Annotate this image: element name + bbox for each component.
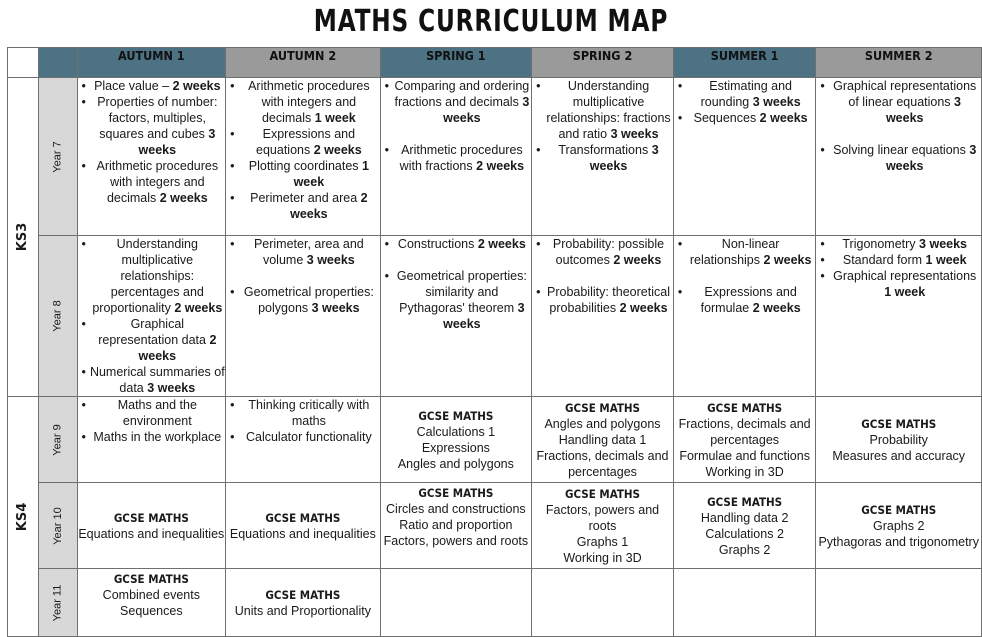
- topic-duration: 3 weeks: [752, 95, 801, 109]
- term-header-summer-2: SUMMER 2: [816, 48, 982, 78]
- gcse-topic: Factors, powers and roots: [545, 502, 660, 533]
- gcse-topic: Measures and accuracy: [832, 448, 966, 463]
- topic-duration: 3 weeks: [138, 127, 216, 157]
- topics-y9-spring-1: [380, 397, 532, 483]
- gcse-heading: GCSE MATHS: [418, 408, 494, 423]
- topics-y9-autumn-2: [226, 397, 380, 483]
- topics-y7-spring-2: [532, 78, 673, 174]
- topic-duration: 3 weeks: [311, 301, 360, 315]
- topics-y10-summer-1: [673, 483, 816, 569]
- topic-duration: 1 week: [884, 285, 926, 299]
- year-label-11: Year 11: [38, 569, 77, 637]
- gcse-topic: Working in 3D: [563, 550, 642, 565]
- topic-duration: 2 weeks: [763, 253, 812, 267]
- gcse-heading: GCSE MATHS: [113, 572, 189, 586]
- topic-item: • Comparing and ordering fractions and decimals 3 weeks: [381, 78, 532, 126]
- topic-duration: 3 weeks: [919, 237, 968, 251]
- header-row: [8, 48, 982, 78]
- year-label-7: Year 7: [38, 78, 77, 236]
- topic-item: • Graphical representations 1 week: [816, 268, 981, 300]
- topic-item: • Thinking critically with maths: [226, 397, 379, 429]
- topic-item: • Perimeter, area and volume 3 weeks: [226, 236, 379, 268]
- topics-y7-summer-2: [816, 78, 981, 174]
- topic-item: • Sequences 2 weeks: [674, 110, 816, 126]
- topic-duration: 2 weeks: [752, 301, 801, 315]
- topics-y11-spring-2: [532, 569, 674, 637]
- gcse-topic: Expressions: [421, 440, 490, 455]
- gcse-heading: GCSE MATHS: [861, 416, 937, 431]
- topic-item: • Non-linear relationships 2 weeks: [674, 236, 816, 268]
- gcse-topic: Combined events: [102, 588, 200, 602]
- topics-y9-summer-2: [816, 397, 982, 483]
- topics-y10-autumn-2: [226, 483, 380, 569]
- topic-duration: 2 weeks: [172, 79, 221, 93]
- year-11-row: [8, 569, 982, 637]
- term-header-autumn-1: AUTUMN 1: [77, 48, 226, 78]
- topic-item: • Arithmetic procedures with integers and decimals 2 weeks: [78, 158, 226, 206]
- year-10-row: [8, 483, 982, 569]
- curriculum-table: [7, 47, 982, 637]
- corner-cell-year: [38, 48, 77, 78]
- key-stage-ks3: KS3: [8, 78, 39, 397]
- topics-y9-spring-2: [532, 397, 674, 483]
- topic-item: • Arithmetic procedures with integers and decimals 1 week: [226, 78, 379, 126]
- topics-y8-spring-2: [532, 236, 673, 316]
- gcse-heading: GCSE MATHS: [265, 510, 341, 525]
- topic-item: • Understanding multiplicative relationships: percentages and proportionality 2 weeks: [78, 236, 226, 316]
- topic-item: • Constructions 2 weeks: [381, 236, 532, 252]
- topic-duration: 2 weeks: [313, 143, 362, 157]
- topic-duration: 3 weeks: [885, 95, 961, 125]
- topics-y7-spring-1: [381, 78, 532, 174]
- topic-duration: 3 weeks: [443, 301, 525, 331]
- gcse-heading: GCSE MATHS: [707, 494, 783, 509]
- year-label-10: Year 10: [38, 483, 77, 569]
- topic-duration: 2 weeks: [477, 237, 526, 251]
- gcse-topic: Equations and inequalities: [229, 526, 376, 541]
- year-7-row: [8, 78, 982, 236]
- topic-item: • Arithmetic procedures with fractions 2 weeks: [381, 142, 532, 174]
- topics-y7-autumn-2: [226, 78, 379, 222]
- topic-item: • Probability: possible outcomes 2 weeks: [532, 236, 673, 268]
- gcse-topic: Angles and polygons: [544, 416, 661, 431]
- topics-y10-autumn-1: [77, 483, 226, 569]
- topics-y9-summer-1: [673, 397, 816, 483]
- topic-duration: 3 weeks: [589, 143, 659, 173]
- topics-y9-autumn-1: [77, 397, 226, 483]
- topic-duration: 1 week: [314, 111, 356, 125]
- topics-y8-autumn-2: [226, 236, 379, 316]
- gcse-heading: GCSE MATHS: [265, 587, 341, 602]
- topic-item: • Expressions and formulae 2 weeks: [674, 284, 816, 316]
- topic-item: • Calculator functionality: [226, 429, 379, 445]
- topic-duration: 2 weeks: [759, 111, 808, 125]
- term-header-spring-1: SPRING 1: [380, 48, 532, 78]
- topics-y11-summer-1: [673, 569, 816, 637]
- page-title: MATHS CURRICULUM MAP: [313, 4, 669, 39]
- topic-item: • Geometrical properties: polygons 3 weeks: [226, 284, 379, 316]
- topic-item: • Perimeter and area 2 weeks: [226, 190, 379, 222]
- gcse-topic: Working in 3D: [705, 464, 784, 479]
- topics-y10-spring-2: [532, 483, 674, 569]
- topics-y10-spring-1: [380, 483, 532, 569]
- topic-duration: 2 weeks: [619, 301, 668, 315]
- topics-y10-summer-2: [816, 483, 982, 569]
- gcse-topic: Pythagoras and trigonometry: [818, 534, 979, 549]
- topics-y11-autumn-1: [77, 569, 226, 637]
- topics-y11-autumn-2: [226, 569, 380, 637]
- topic-duration: 3 weeks: [147, 381, 196, 395]
- gcse-topic: Units and Proportionality: [234, 603, 371, 618]
- topic-item: • Estimating and rounding 3 weeks: [674, 78, 816, 110]
- gcse-heading: GCSE MATHS: [707, 400, 783, 415]
- topic-item: • Understanding multiplicative relationships: fractions and ratio 3 weeks: [532, 78, 673, 142]
- gcse-topic: Factors, powers and roots: [383, 534, 529, 548]
- topic-duration: 2 weeks: [174, 301, 223, 315]
- topics-y11-summer-2: [816, 569, 982, 637]
- topics-y11-spring-1: [380, 569, 532, 637]
- year-label-9: Year 9: [38, 397, 77, 483]
- topic-item: • Probability: theoretical probabilities 2 weeks: [532, 284, 673, 316]
- gcse-topic: Calculations 1: [416, 424, 496, 439]
- topic-duration: 3 weeks: [885, 143, 977, 173]
- topic-item: • Geometrical properties: similarity and Pythagoras' theorem 3 weeks: [381, 268, 532, 332]
- gcse-heading: GCSE MATHS: [565, 486, 640, 501]
- gcse-heading: GCSE MATHS: [418, 486, 494, 500]
- topic-duration: 2 weeks: [613, 253, 662, 267]
- gcse-topic: Ratio and proportion: [399, 518, 513, 532]
- gcse-topic: Calculations 2: [705, 526, 784, 541]
- gcse-topic: Fractions, decimals and percentages: [678, 416, 811, 447]
- term-header-autumn-2: AUTUMN 2: [226, 48, 380, 78]
- gcse-topic: Graphs 2: [718, 542, 771, 557]
- corner-cell: [8, 48, 39, 78]
- topics-y7-summer-1: [674, 78, 816, 126]
- year-9-row: [8, 397, 982, 483]
- topic-item: • Numerical summaries of data 3 weeks: [78, 364, 226, 396]
- gcse-topic: Equations and inequalities: [78, 526, 225, 541]
- topic-item: • Properties of number: factors, multiples, squares and cubes 3 weeks: [78, 94, 226, 158]
- gcse-heading: GCSE MATHS: [113, 510, 189, 525]
- gcse-topic: Fractions, decimals and percentages: [536, 448, 669, 479]
- topic-duration: 1 week: [925, 253, 967, 267]
- topic-duration: 3 weeks: [443, 95, 530, 125]
- topic-item: • Graphical representation data 2 weeks: [78, 316, 226, 364]
- topic-duration: 2 weeks: [290, 191, 368, 221]
- topic-item: • Maths and the environment: [78, 397, 226, 429]
- topic-item: • Graphical representations of linear equations 3 weeks: [816, 78, 981, 126]
- gcse-topic: Graphs 2: [873, 518, 925, 533]
- key-stage-ks4: KS4: [8, 397, 39, 637]
- topic-duration: 1 week: [293, 159, 369, 189]
- topics-y8-autumn-1: [78, 236, 226, 396]
- gcse-topic: Sequences: [120, 604, 183, 618]
- topics-y8-summer-2: [816, 236, 981, 300]
- year-8-row: [8, 236, 982, 397]
- topic-item: • Solving linear equations 3 weeks: [816, 142, 981, 174]
- gcse-topic: Graphs 1: [576, 534, 629, 549]
- topic-item: • Plotting coordinates 1 week: [226, 158, 379, 190]
- topic-item: • Place value – 2 weeks: [78, 78, 226, 94]
- topic-duration: 3 weeks: [306, 253, 355, 267]
- topic-item: • Standard form 1 week: [816, 252, 981, 268]
- topic-item: • Maths in the workplace: [78, 429, 226, 445]
- topics-y7-autumn-1: [78, 78, 226, 206]
- topic-duration: 3 weeks: [610, 127, 659, 141]
- topic-item: • Trigonometry 3 weeks: [816, 236, 981, 252]
- term-header-summer-1: SUMMER 1: [673, 48, 816, 78]
- gcse-topic: Handling data 1: [558, 432, 647, 447]
- gcse-topic: Angles and polygons: [397, 456, 514, 471]
- year-label-8: Year 8: [38, 236, 77, 397]
- topics-y8-summer-1: [674, 236, 816, 316]
- term-header-spring-2: SPRING 2: [532, 48, 674, 78]
- topic-duration: 2 weeks: [159, 191, 208, 205]
- gcse-topic: Circles and constructions: [386, 502, 526, 516]
- topics-y8-spring-1: [381, 236, 532, 332]
- gcse-topic: Probability: [869, 432, 928, 447]
- gcse-topic: Formulae and functions: [679, 448, 810, 463]
- topic-item: • Expressions and equations 2 weeks: [226, 126, 379, 158]
- topic-item: • Transformations 3 weeks: [532, 142, 673, 174]
- gcse-topic: Handling data 2: [700, 510, 789, 525]
- topic-duration: 2 weeks: [138, 333, 217, 363]
- gcse-heading: GCSE MATHS: [861, 502, 937, 517]
- topic-duration: 2 weeks: [476, 159, 525, 173]
- gcse-heading: GCSE MATHS: [565, 400, 640, 415]
